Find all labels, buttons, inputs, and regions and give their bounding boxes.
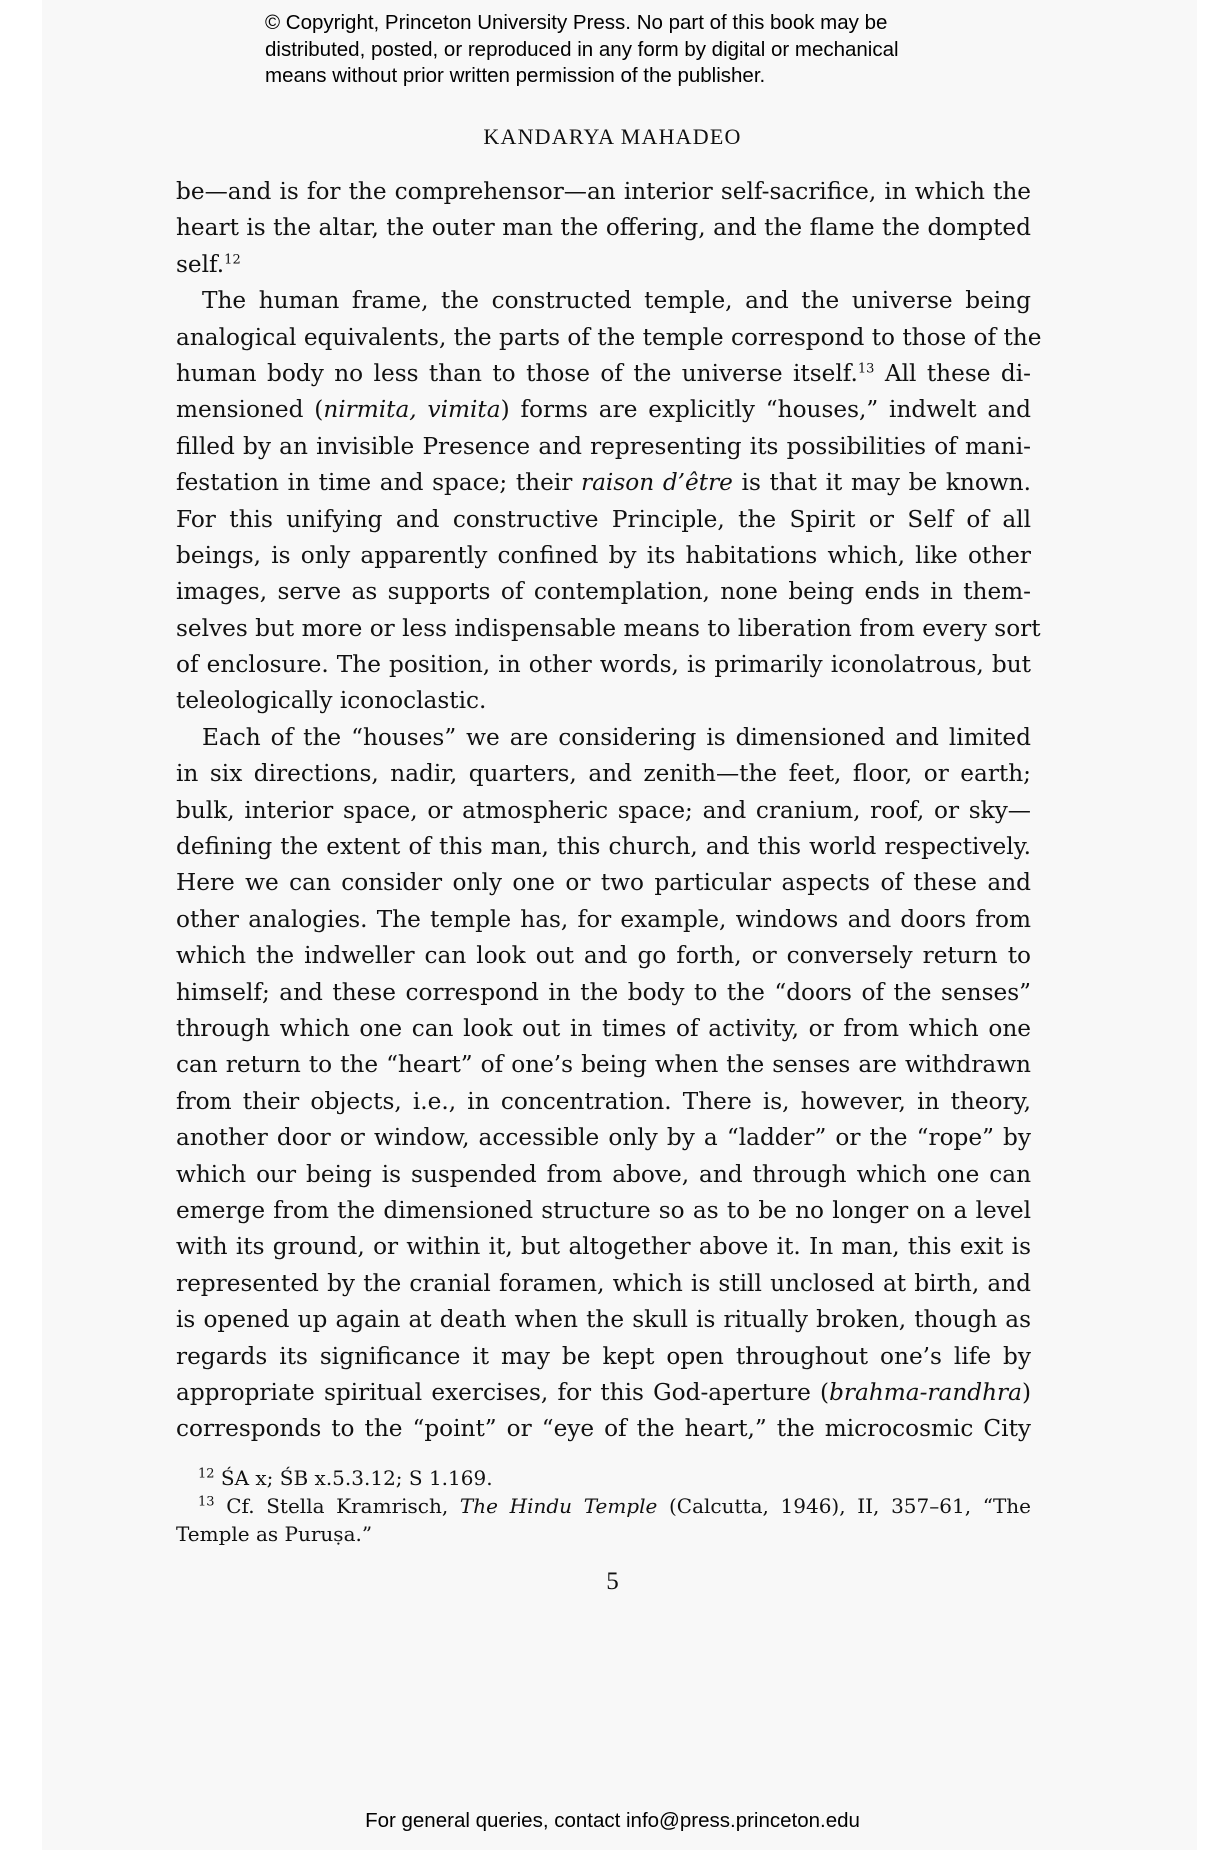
footnotes <box>176 1464 1031 1548</box>
text-line <box>176 392 1031 428</box>
text-span: is that it may be known. <box>732 469 1031 497</box>
text-line: another door or window, accessible only by a “ladder” or the “rope” by <box>176 1124 1031 1152</box>
text-line: through which one can look out in times of activity, or from which one <box>176 1014 1031 1042</box>
text-line: beings, is only apparently confined by its habitations which, like other <box>176 541 1031 569</box>
text-line: regards its significance it may be kept open throughout one’s life by <box>176 1342 1031 1370</box>
footnote-13-continued: Temple as Puruṣa.” <box>176 1522 373 1546</box>
text-line: Each of the “houses” we are considering is dimensioned and limited <box>202 723 1031 751</box>
footnote-13 <box>176 1492 1031 1520</box>
text-span: ) <box>1021 1378 1031 1406</box>
text-line: can return to the “heart” of one’s being when the senses are withdrawn <box>176 1051 1031 1079</box>
footnote-text: (Calcutta, 1946), II, 357–61, “The <box>657 1494 1031 1518</box>
text-line: bulk, interior space, or atmospheric space; and cranium, roof, or sky— <box>176 796 1031 824</box>
text-span: All these di- <box>874 359 1031 387</box>
text-line: teleologically iconoclastic. <box>176 687 487 715</box>
italic-term: nirmita, vimita <box>323 396 501 424</box>
text-line: corresponds to the “point” or “eye of the heart,” the microcosmic City <box>176 1415 1031 1443</box>
text-line <box>176 356 1031 392</box>
running-head: KANDARYA MAHADEO <box>483 124 742 149</box>
text-line: is opened up again at death when the skull is ritually broken, though as <box>176 1306 1031 1334</box>
text-line: For this unifying and constructive Principle, the Spirit or Self of all <box>176 505 1031 533</box>
text-line <box>176 1375 1031 1411</box>
text-line <box>176 247 1031 283</box>
text-line: which the indweller can look out and go forth, or conversely return to <box>176 942 1031 970</box>
text-line <box>176 465 1031 501</box>
text-line: heart is the altar, the outer man the offering, and the flame the dompted <box>176 214 1031 242</box>
footnote-ref[interactable]: 13 <box>857 361 875 377</box>
text-line: be—and is for the comprehensor—an interior self-sacrifice, in which the <box>176 178 1031 205</box>
text-span: mensioned ( <box>176 396 324 424</box>
footnote-marker: 13 <box>198 1494 215 1510</box>
copyright-line: means without prior written permission of the publisher. <box>265 64 766 87</box>
footnote-text: ŚA x; ŚB x.5.3.12; S 1.169. <box>214 1466 493 1490</box>
italic-term: brahma-randhra <box>829 1378 1022 1406</box>
text-line: which our being is suspended from above, and through which one can <box>176 1160 1031 1188</box>
text-span: human body no less than to those of the universe itself. <box>176 359 858 387</box>
page-number: 5 <box>606 1568 619 1595</box>
copyright-notice <box>265 10 985 90</box>
text-line: of enclosure. The position, in other words, is primarily iconolatrous, but <box>176 651 1031 679</box>
italic-term: raison d’être <box>581 469 733 497</box>
text-line: Here we can consider only one or two particular aspects of these and <box>176 869 1031 897</box>
text-span: self. <box>176 250 225 278</box>
text-line: The human frame, the constructed temple, and the universe being <box>202 287 1031 315</box>
book-title: The Hindu Temple <box>459 1494 658 1518</box>
text-span: ) forms are explicitly “houses,” indwelt and <box>500 396 1031 424</box>
text-line: defining the extent of this man, this church, and this world respectively. <box>176 833 1031 861</box>
text-line: with its ground, or within it, but altogether above it. In man, this exit is <box>176 1233 1031 1261</box>
contact-footer: For general queries, contact info@press.princeton.edu <box>365 1809 860 1832</box>
footnote-text: Cf. Stella Kramrisch, <box>214 1494 460 1518</box>
text-line: other analogies. The temple has, for example, windows and doors from <box>176 905 1031 933</box>
text-line: in six directions, nadir, quarters, and zenith—the feet, floor, or earth; <box>176 760 1031 788</box>
copyright-line: © Copyright, Princeton University Press. No part of this book may be <box>265 11 888 34</box>
text-span: appropriate spiritual exercises, for this God-aperture ( <box>176 1378 830 1406</box>
footnote-ref[interactable]: 12 <box>224 252 241 268</box>
copyright-line: distributed, posted, or reproduced in any form by digital or mechanical <box>265 37 899 61</box>
text-line: himself; and these correspond in the body to the “doors of the senses” <box>176 978 1031 1006</box>
text-line: emerge from the dimensioned structure so as to be no longer on a level <box>176 1196 1031 1224</box>
text-line: represented by the cranial foramen, which is still unclosed at birth, and <box>176 1269 1031 1297</box>
text-span: festation in time and space; their <box>176 469 582 497</box>
text-line: analogical equivalents, the parts of the temple correspond to those of the <box>176 323 1042 351</box>
text-line: selves but more or less indispensable means to liberation from every sort <box>176 614 1041 642</box>
body-text <box>176 174 1042 1448</box>
text-line: images, serve as supports of contemplation, none being ends in them- <box>176 578 1031 606</box>
text-line: filled by an invisible Presence and representing its possibilities of mani- <box>176 432 1031 460</box>
text-line: from their objects, i.e., in concentration. There is, however, in theory, <box>176 1087 1031 1115</box>
footnote-12 <box>176 1464 1031 1492</box>
footnote-marker: 12 <box>198 1466 215 1482</box>
